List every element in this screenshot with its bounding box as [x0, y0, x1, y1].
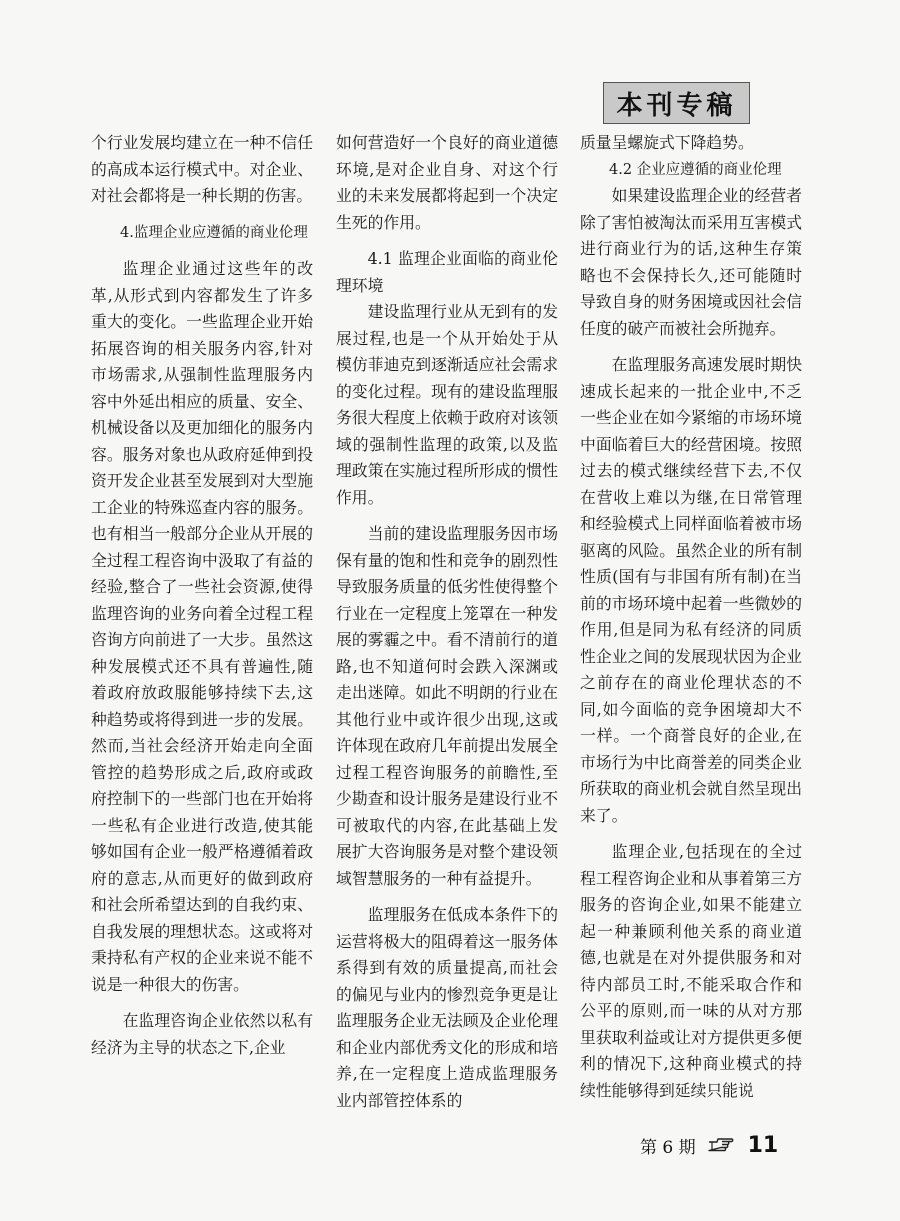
paragraph: 监理服务在低成本条件下的运营将极大的阻碍着这一服务体系得到有效的质量提高,而社会的偏见与业内的惨烈竞争更是让监理服务企业无法顾及企业伦理和企业内部优秀文化的形成和培养,在一定程度上造成监理服务业内部管控体系的: [336, 905, 558, 1110]
paragraph: 监理企业,包括现在的全过程工程咨询企业和从事着第三方服务的咨询企业,如果不能建立起一种兼顾利他关系的商业道德,也就是在对外提供服务和对待内部员工时,不能采取合作和公平的原则,而一味的从对方那里获取利益或让对方提供更多便利的情况下,这种商业模式的持续性能够得到延续只能说: [580, 842, 802, 1100]
paragraph: 如果建设监理企业的经营者除了害怕被淘汰而采用互害模式进行商业行为的话,这种生存策略也不会保持长久,还可能随时导致自身的财务困境或因社会信任度的破产而被社会所抛弃。: [580, 186, 802, 338]
paragraph: 个行业发展均建立在一种不信任的高成本运行模式中。对企业、对社会都将是一种长期的伤害。: [91, 133, 313, 205]
paragraph: 建设监理行业从无到有的发展过程,也是一个从开始处于从模仿菲迪克到逐渐适应社会需求的变化过程。现有的建设监理服务很大程度上依赖于政府对该领域的强制性监理的政策,以及监理政策在实施过程所形成的惯性作用。: [336, 302, 558, 507]
article-column-3: [580, 130, 802, 1104]
paragraph: 当前的建设监理服务因市场保有量的饱和性和竞争的剧烈性导致服务质量的低劣性使得整个行业在一定程度上笼罩在一种发展的雾霾之中。看不清前行的道路,也不知道何时会跌入深渊或走出迷障。如此不明朗的行业在其他行业中或许很少出现,这或许体现在政府几年前提出发展全过程工程咨询服务的前瞻性,至少勘查和设计服务是建设行业不可被取代的内容,在此基础上发展扩大咨询服务是对整个建设领域智慧服务的一种有益提升。: [336, 524, 558, 888]
paragraph: 在监理咨询企业依然以私有经济为主导的状态之下,企业: [91, 1011, 313, 1057]
page-number: 11: [747, 1132, 779, 1158]
paragraph: 如何营造好一个良好的商业道德环境,是对企业自身、对这个行业的未来发展都将起到一个决定生死的作用。: [336, 133, 558, 232]
issue-label: 第 6 期: [640, 1137, 696, 1158]
section-heading: 4.1 监理企业面临的商业伦理环境: [336, 249, 558, 295]
article-column-1: [91, 130, 313, 1061]
page-footer: [640, 1130, 778, 1160]
section-header: 本刊专稿: [603, 82, 750, 124]
article-column-2: [336, 130, 558, 1114]
section-heading: 4.监理企业应遵循的商业伦理: [120, 224, 308, 241]
paragraph: 监理企业通过这些年的改革,从形式到内容都发生了许多重大的变化。一些监理企业开始拓展咨询的相关服务内容,针对市场需求,从强制性监理服务内容中外延出相应的质量、安全、机械设备以及更加细化的服务内容。服务对象也从政府延伸到投资开发企业甚至发展到对大型施工企业的特殊巡查内容的服务。也有相当一般部分企业从开展的全过程工程咨询中汲取了有益的经验,整合了一些社会资源,使得监理咨询的业务向着全过程工程咨询方向前进了一大步。虽然这种发展模式还不具有普遍性,随着政府放政服能够持续下去,这种趋势或将得到进一步的发展。然而,当社会经济开始走向全面管控的趋势形成之后,政府或政府控制下的一些部门也在开始将一些私有企业进行改造,使其能够如国有企业一般严格遵循着政府的意志,从而更好的做到政府和社会所希望达到的自我约束、自我发展的理想状态。这或将对秉持私有产权的企业来说不能不说是一种很大的伤害。: [91, 259, 313, 994]
paragraph: 质量呈螺旋式下降趋势。: [580, 133, 754, 152]
paragraph: 在监理服务高速发展时期快速成长起来的一批企业中,不乏一些企业在如今紧缩的市场环境中面临着巨大的经营困境。按照过去的模式继续经营下去,不仅在营收上难以为继,在日常管理和经验模式上同样面临着被市场驱离的风险。虽然企业的所有制性质(国有与非国有所有制)在当前的市场环境中起着一些微妙的作用,但是同为私有经济的同质性企业之间的发展现状因为企业之前存在的商业伦理状态的不同,如今面临的竞争困境却大不一样。一个商誉良好的企业,在市场行为中比商誉差的同类企业所获取的商业机会就自然呈现出来了。: [580, 355, 802, 825]
section-heading: 4.2 企业应遵循的商业伦理: [609, 161, 782, 178]
pointing-hand-icon: [708, 1135, 734, 1155]
